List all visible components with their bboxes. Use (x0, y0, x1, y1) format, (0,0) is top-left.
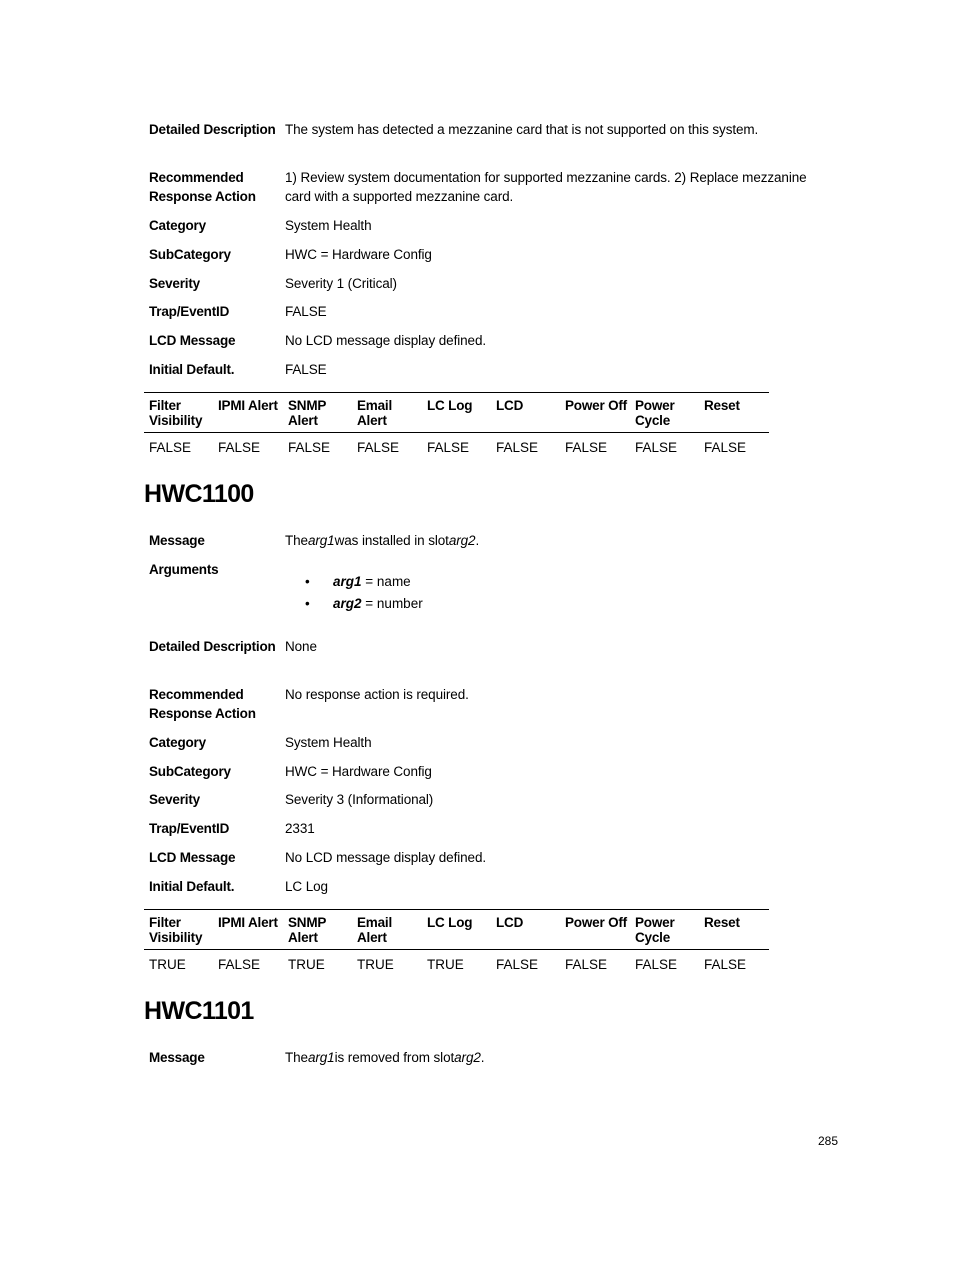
label-subcategory: SubCategory (149, 764, 231, 779)
td-power-off: FALSE (565, 957, 608, 972)
value-detailed-description: The system has detected a mezzanine card that is not supported on this system. (285, 122, 759, 137)
td-ipmi-alert: FALSE (218, 957, 261, 972)
td-lcd: FALSE (496, 957, 539, 972)
label-recommended-response: Recommended Response Action (149, 170, 256, 204)
th-filter-visibility: Filter Visibility (149, 398, 203, 428)
value-category: System Health (285, 218, 372, 233)
th-snmp-alert: SNMP Alert (288, 915, 326, 945)
label-category: Category (149, 218, 206, 233)
bullet-icon: • (305, 596, 310, 611)
td-power-off: FALSE (565, 440, 608, 455)
th-lc-log: LC Log (427, 398, 473, 413)
td-filter-visibility: FALSE (149, 440, 192, 455)
label-severity: Severity (149, 792, 200, 807)
value-severity: Severity 3 (Informational) (285, 792, 434, 807)
label-lcd-message: LCD Message (149, 850, 236, 865)
section-heading-hwc1101: HWC1101 (144, 997, 254, 1025)
th-power-off: Power Off (565, 915, 627, 930)
th-lcd: LCD (496, 398, 524, 413)
th-email-alert: Email Alert (357, 915, 393, 945)
table-top-rule (144, 392, 769, 393)
label-detailed-description: Detailed Description (149, 122, 276, 137)
page-number: 285 (818, 1134, 839, 1148)
value-lcd-message: No LCD message display defined. (285, 333, 487, 348)
th-email-alert: Email Alert (357, 398, 393, 428)
value-lcd-message: No LCD message display defined. (285, 850, 487, 865)
th-ipmi-alert: IPMI Alert (218, 398, 278, 413)
th-power-cycle: Power Cycle (635, 398, 675, 428)
th-reset: Reset (704, 915, 740, 930)
td-email-alert: TRUE (357, 957, 394, 972)
section-heading-hwc1100: HWC1100 (144, 480, 254, 508)
th-ipmi-alert: IPMI Alert (218, 915, 278, 930)
arguments-list (305, 571, 423, 615)
list-item: • arg1 = name (305, 571, 423, 593)
label-arguments: Arguments (149, 562, 219, 577)
td-snmp-alert: FALSE (288, 440, 331, 455)
td-reset: FALSE (704, 957, 747, 972)
th-power-cycle: Power Cycle (635, 915, 675, 945)
value-recommended-response: No response action is required. (285, 687, 469, 702)
value-recommended-response: 1) Review system documentation for supported mezzanine cards. 2) Replace mezzanine card with a supported mezzanine card. (285, 170, 807, 204)
label-recommended-response: Recommended Response Action (149, 687, 256, 721)
label-severity: Severity (149, 276, 200, 291)
value-category: System Health (285, 735, 372, 750)
td-lc-log: TRUE (427, 957, 464, 972)
value-trap-eventid: FALSE (285, 304, 327, 319)
td-lc-log: FALSE (427, 440, 470, 455)
value-subcategory: HWC = Hardware Config (285, 247, 432, 262)
value-subcategory: HWC = Hardware Config (285, 764, 432, 779)
list-item: • arg2 = number (305, 593, 423, 615)
table-header-rule (144, 432, 769, 433)
label-subcategory: SubCategory (149, 247, 231, 262)
td-reset: FALSE (704, 440, 747, 455)
value-detailed-description: None (285, 639, 317, 654)
bullet-icon: • (305, 574, 310, 589)
th-filter-visibility: Filter Visibility (149, 915, 203, 945)
value-message: Thearg1was installed in slotarg2. (285, 533, 480, 548)
th-snmp-alert: SNMP Alert (288, 398, 326, 428)
value-trap-eventid: 2331 (285, 821, 315, 836)
td-ipmi-alert: FALSE (218, 440, 261, 455)
table-top-rule (144, 909, 769, 910)
value-initial-default: FALSE (285, 362, 327, 377)
td-power-cycle: FALSE (635, 440, 678, 455)
label-detailed-description: Detailed Description (149, 639, 276, 654)
value-severity: Severity 1 (Critical) (285, 276, 397, 291)
label-message: Message (149, 1050, 205, 1065)
th-reset: Reset (704, 398, 740, 413)
label-category: Category (149, 735, 206, 750)
label-message: Message (149, 533, 205, 548)
value-message: Thearg1is removed from slotarg2. (285, 1050, 485, 1065)
td-filter-visibility: TRUE (149, 957, 186, 972)
label-lcd-message: LCD Message (149, 333, 236, 348)
label-initial-default: Initial Default. (149, 362, 235, 377)
td-snmp-alert: TRUE (288, 957, 325, 972)
th-lc-log: LC Log (427, 915, 473, 930)
value-initial-default: LC Log (285, 879, 328, 894)
table-header-rule (144, 949, 769, 950)
td-email-alert: FALSE (357, 440, 400, 455)
td-lcd: FALSE (496, 440, 539, 455)
label-trap-eventid: Trap/EventID (149, 821, 230, 836)
label-initial-default: Initial Default. (149, 879, 235, 894)
td-power-cycle: FALSE (635, 957, 678, 972)
th-lcd: LCD (496, 915, 524, 930)
th-power-off: Power Off (565, 398, 627, 413)
label-trap-eventid: Trap/EventID (149, 304, 230, 319)
